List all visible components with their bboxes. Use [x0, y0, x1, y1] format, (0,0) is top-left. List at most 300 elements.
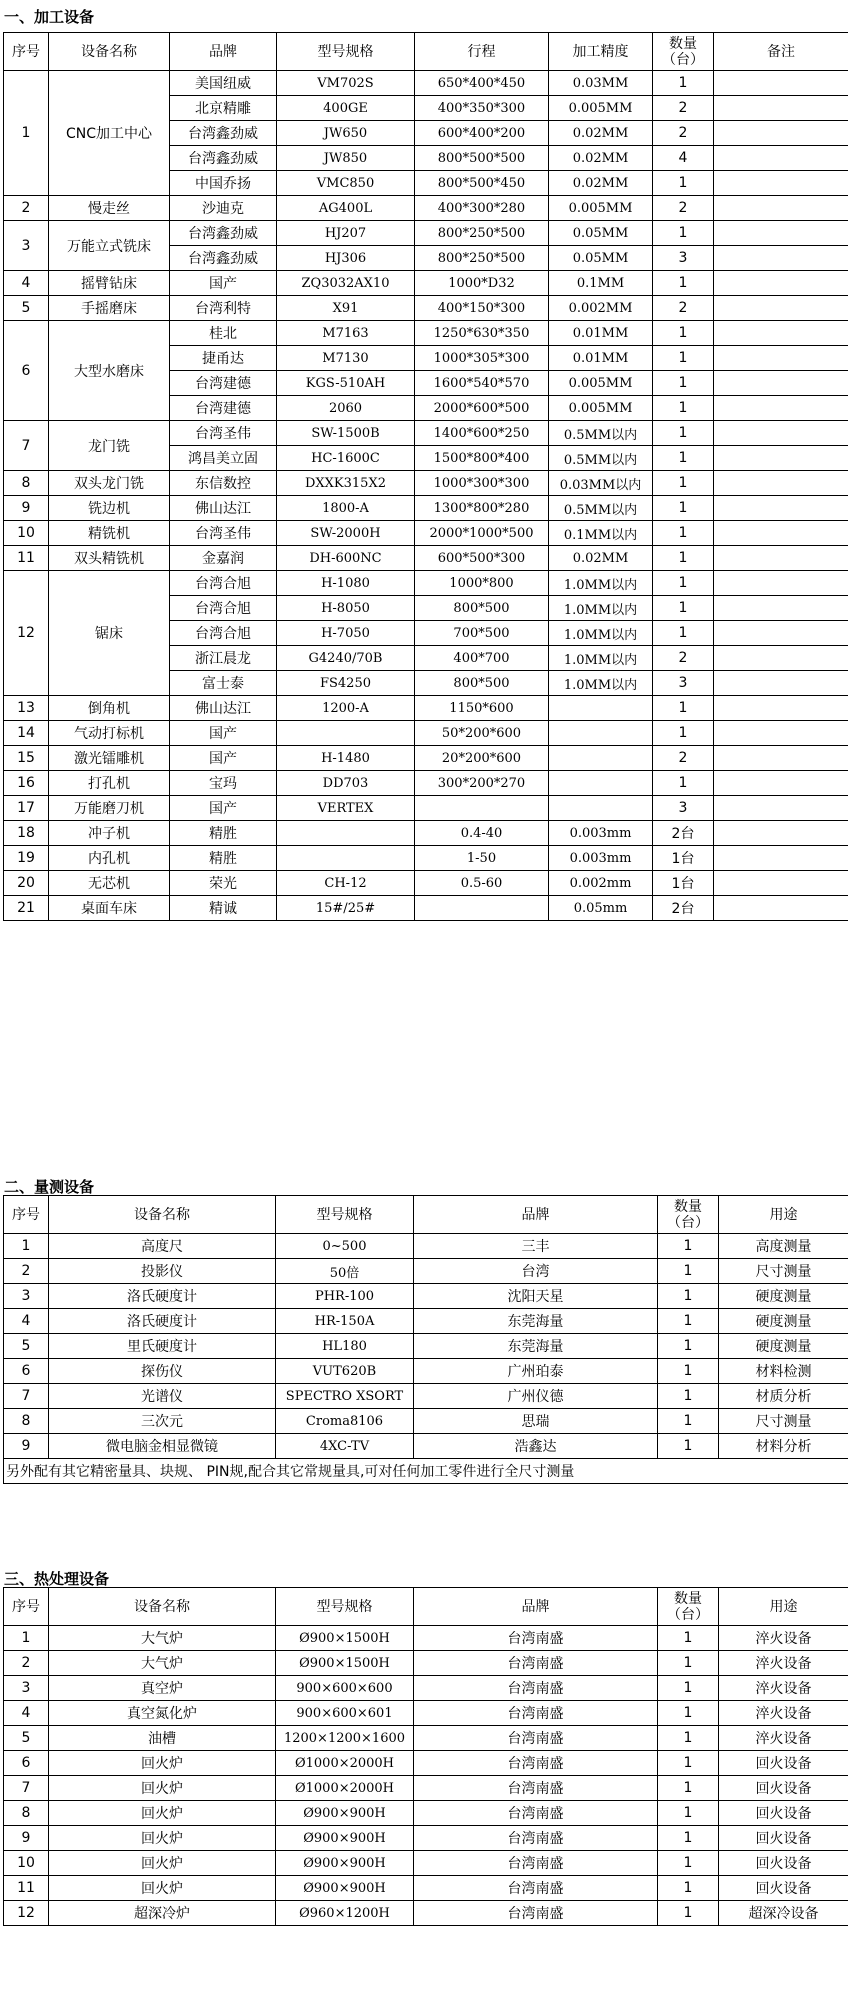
precision-cell: 0.03MM以内 — [549, 471, 653, 496]
remark-cell — [714, 496, 848, 521]
stroke-cell: 1000*305*300 — [415, 346, 549, 371]
purpose-cell: 回火设备 — [719, 1826, 848, 1851]
table-row — [4, 1334, 848, 1359]
stroke-cell — [415, 896, 549, 921]
model-cell: JW850 — [277, 146, 415, 171]
model-cell: DD703 — [277, 771, 415, 796]
precision-cell: 0.02MM — [549, 171, 653, 196]
quantity-cell: 1 — [658, 1359, 719, 1384]
quantity-cell: 3 — [653, 671, 714, 696]
column-header: 用途 — [719, 1588, 848, 1626]
quantity-cell: 1 — [658, 1901, 719, 1926]
brand-cell: 鸿昌美立固 — [170, 446, 277, 471]
brand-cell: 台湾 — [414, 1259, 658, 1284]
purpose-cell: 尺寸测量 — [719, 1259, 848, 1284]
quantity-cell: 1 — [658, 1826, 719, 1851]
column-header: 加工精度 — [549, 33, 653, 71]
brand-cell: 台湾建德 — [170, 371, 277, 396]
brand-cell: 浙江晨龙 — [170, 646, 277, 671]
remark-cell — [714, 746, 848, 771]
quantity-cell: 1 — [653, 171, 714, 196]
purpose-cell: 回火设备 — [719, 1801, 848, 1826]
row-number: 17 — [4, 796, 49, 821]
row-number-cell: 11 — [4, 1876, 49, 1901]
precision-cell: 0.005MM — [549, 371, 653, 396]
purpose-cell: 淬火设备 — [719, 1726, 848, 1751]
section-title-heat-treatment: 三、热处理设备 — [4, 1570, 110, 1588]
purpose-cell: 回火设备 — [719, 1876, 848, 1901]
quantity-cell: 1 — [653, 71, 714, 96]
brand-cell: 精诚 — [170, 896, 277, 921]
brand-cell: 国产 — [170, 721, 277, 746]
brand-cell: 桂北 — [170, 321, 277, 346]
precision-cell: 1.0MM以内 — [549, 621, 653, 646]
precision-cell: 0.02MM — [549, 146, 653, 171]
equipment-name: 手摇磨床 — [49, 296, 170, 321]
model-cell: Ø900×1500H — [276, 1626, 414, 1651]
quantity-cell: 1 — [653, 446, 714, 471]
row-number-cell: 3 — [4, 1284, 49, 1309]
row-number-cell: 7 — [4, 1776, 49, 1801]
equipment-name: 万能立式铣床 — [49, 221, 170, 271]
remark-cell — [714, 171, 848, 196]
equipment-name-cell: 里氏硬度计 — [49, 1334, 276, 1359]
remark-cell — [714, 771, 848, 796]
model-cell: HJ207 — [277, 221, 415, 246]
quantity-cell: 1 — [653, 471, 714, 496]
brand-cell: 富士泰 — [170, 671, 277, 696]
table-row — [4, 1384, 848, 1409]
precision-cell: 0.003mm — [549, 846, 653, 871]
brand-cell: 台湾南盛 — [414, 1851, 658, 1876]
stroke-cell: 20*200*600 — [415, 746, 549, 771]
equipment-name: 慢走丝 — [49, 196, 170, 221]
model-cell: VUT620B — [276, 1359, 414, 1384]
quantity-cell: 2 — [653, 646, 714, 671]
stroke-cell: 1300*800*280 — [415, 496, 549, 521]
equipment-name: CNC加工中心 — [49, 71, 170, 196]
column-header: 型号规格 — [276, 1588, 414, 1626]
equipment-name-cell: 大气炉 — [49, 1626, 276, 1651]
equipment-name-cell: 油槽 — [49, 1726, 276, 1751]
remark-cell — [714, 396, 848, 421]
model-cell: Ø900×1500H — [276, 1651, 414, 1676]
brand-cell: 台湾圣伟 — [170, 421, 277, 446]
brand-cell: 中国乔扬 — [170, 171, 277, 196]
table-row — [4, 821, 848, 846]
column-header: 品牌 — [414, 1588, 658, 1626]
table-row — [4, 1851, 848, 1876]
stroke-cell: 400*350*300 — [415, 96, 549, 121]
row-number: 19 — [4, 846, 49, 871]
table-row — [4, 1776, 848, 1801]
stroke-cell: 50*200*600 — [415, 721, 549, 746]
equipment-name: 无芯机 — [49, 871, 170, 896]
table-row — [4, 546, 848, 571]
quantity-cell: 1 — [658, 1801, 719, 1826]
stroke-cell: 800*500 — [415, 596, 549, 621]
model-cell: 50倍 — [276, 1259, 414, 1284]
equipment-name-cell: 高度尺 — [49, 1234, 276, 1259]
quantity-cell: 1 — [653, 571, 714, 596]
model-cell: CH-12 — [277, 871, 415, 896]
model-cell: SPECTRO XSORT — [276, 1384, 414, 1409]
model-cell: 15#/25# — [277, 896, 415, 921]
model-cell: JW650 — [277, 121, 415, 146]
row-number-cell: 6 — [4, 1751, 49, 1776]
quantity-cell: 1 — [653, 771, 714, 796]
purpose-cell: 淬火设备 — [719, 1626, 848, 1651]
remark-cell — [714, 696, 848, 721]
purpose-cell: 硬度测量 — [719, 1309, 848, 1334]
column-header: 用途 — [719, 1196, 848, 1234]
stroke-cell: 2000*600*500 — [415, 396, 549, 421]
table-row — [4, 1284, 848, 1309]
remark-cell — [714, 571, 848, 596]
quantity-cell: 3 — [653, 246, 714, 271]
purpose-cell: 淬火设备 — [719, 1701, 848, 1726]
equipment-name-cell: 回火炉 — [49, 1801, 276, 1826]
table-row — [4, 1359, 848, 1384]
table-row — [4, 696, 848, 721]
model-cell: 1200-A — [277, 696, 415, 721]
quantity-cell: 2 — [653, 746, 714, 771]
quantity-cell: 1 — [658, 1434, 719, 1459]
brand-cell: 台湾南盛 — [414, 1726, 658, 1751]
quantity-cell: 1 — [658, 1259, 719, 1284]
model-cell: Ø1000×2000H — [276, 1751, 414, 1776]
table-note: 另外配有其它精密量具、块规、 PIN规,配合其它常规量具,可对任何加工零件进行全尺寸测量 — [4, 1459, 848, 1484]
table-row — [4, 746, 848, 771]
model-cell: VMC850 — [277, 171, 415, 196]
table-row — [4, 721, 848, 746]
table-row — [4, 296, 848, 321]
column-header: 序号 — [4, 1196, 49, 1234]
model-cell: Ø900×900H — [276, 1801, 414, 1826]
model-cell: 400GE — [277, 96, 415, 121]
precision-cell — [549, 796, 653, 821]
stroke-cell: 800*500 — [415, 671, 549, 696]
quantity-cell: 2台 — [653, 821, 714, 846]
quantity-cell: 1 — [653, 696, 714, 721]
remark-cell — [714, 546, 848, 571]
equipment-name-cell: 回火炉 — [49, 1876, 276, 1901]
model-cell: AG400L — [277, 196, 415, 221]
model-cell: M7130 — [277, 346, 415, 371]
precision-cell: 0.003mm — [549, 821, 653, 846]
stroke-cell: 650*400*450 — [415, 71, 549, 96]
equipment-name-cell: 大气炉 — [49, 1651, 276, 1676]
brand-cell: 国产 — [170, 271, 277, 296]
stroke-cell — [415, 796, 549, 821]
stroke-cell: 400*150*300 — [415, 296, 549, 321]
purpose-cell: 超深冷设备 — [719, 1901, 848, 1926]
row-number-cell: 8 — [4, 1801, 49, 1826]
model-cell: VM702S — [277, 71, 415, 96]
precision-cell: 0.1MM — [549, 271, 653, 296]
equipment-name: 气动打标机 — [49, 721, 170, 746]
brand-cell: 宝玛 — [170, 771, 277, 796]
equipment-name: 铣边机 — [49, 496, 170, 521]
stroke-cell: 1250*630*350 — [415, 321, 549, 346]
table-row — [4, 1701, 848, 1726]
stroke-cell: 400*300*280 — [415, 196, 549, 221]
column-header: 备注 — [714, 33, 848, 71]
row-number-cell: 5 — [4, 1334, 49, 1359]
column-header: 数量 （台） — [653, 33, 714, 71]
precision-cell: 0.005MM — [549, 396, 653, 421]
quantity-cell: 1 — [658, 1726, 719, 1751]
table-row — [4, 1626, 848, 1651]
brand-cell: 台湾南盛 — [414, 1901, 658, 1926]
model-cell: HJ306 — [277, 246, 415, 271]
quantity-cell: 1 — [653, 721, 714, 746]
row-number-cell: 2 — [4, 1259, 49, 1284]
remark-cell — [714, 371, 848, 396]
equipment-name: 打孔机 — [49, 771, 170, 796]
row-number: 20 — [4, 871, 49, 896]
equipment-name: 激光镭雕机 — [49, 746, 170, 771]
brand-cell: 沙迪克 — [170, 196, 277, 221]
stroke-cell: 1600*540*570 — [415, 371, 549, 396]
quantity-cell: 2 — [653, 196, 714, 221]
remark-cell — [714, 721, 848, 746]
model-cell: Ø900×900H — [276, 1876, 414, 1901]
column-header: 数量 （台） — [658, 1196, 719, 1234]
model-cell: HC-1600C — [277, 446, 415, 471]
model-cell: SW-2000H — [277, 521, 415, 546]
heat-treatment-equipment-table — [3, 1587, 848, 1926]
table-row — [4, 1259, 848, 1284]
model-cell — [277, 821, 415, 846]
precision-cell: 0.05mm — [549, 896, 653, 921]
brand-cell: 浩鑫达 — [414, 1434, 658, 1459]
machining-equipment-table — [3, 32, 848, 921]
table-row — [4, 496, 848, 521]
stroke-cell: 1150*600 — [415, 696, 549, 721]
precision-cell — [549, 696, 653, 721]
model-cell: H-1480 — [277, 746, 415, 771]
stroke-cell: 1500*800*400 — [415, 446, 549, 471]
brand-cell: 台湾利特 — [170, 296, 277, 321]
precision-cell: 1.0MM以内 — [549, 596, 653, 621]
quantity-cell: 1 — [653, 496, 714, 521]
row-number-cell: 12 — [4, 1901, 49, 1926]
remark-cell — [714, 271, 848, 296]
row-number: 4 — [4, 271, 49, 296]
row-number: 2 — [4, 196, 49, 221]
model-cell — [277, 846, 415, 871]
table-row — [4, 1409, 848, 1434]
stroke-cell: 700*500 — [415, 621, 549, 646]
brand-cell: 台湾鑫劲威 — [170, 121, 277, 146]
column-header: 行程 — [415, 33, 549, 71]
brand-cell: 台湾合旭 — [170, 571, 277, 596]
quantity-cell: 2 — [653, 121, 714, 146]
model-cell: Ø960×1200H — [276, 1901, 414, 1926]
purpose-cell: 淬火设备 — [719, 1651, 848, 1676]
column-header: 数量 （台） — [658, 1588, 719, 1626]
equipment-name-cell: 微电脑金相显微镜 — [49, 1434, 276, 1459]
brand-cell: 精胜 — [170, 821, 277, 846]
equipment-name: 精铣机 — [49, 521, 170, 546]
row-number-cell: 7 — [4, 1384, 49, 1409]
brand-cell: 台湾南盛 — [414, 1651, 658, 1676]
precision-cell: 1.0MM以内 — [549, 646, 653, 671]
brand-cell: 台湾南盛 — [414, 1751, 658, 1776]
table-row — [4, 521, 848, 546]
quantity-cell: 2台 — [653, 896, 714, 921]
quantity-cell: 1 — [658, 1701, 719, 1726]
brand-cell: 台湾合旭 — [170, 596, 277, 621]
quantity-cell: 1 — [658, 1234, 719, 1259]
remark-cell — [714, 446, 848, 471]
model-cell: ZQ3032AX10 — [277, 271, 415, 296]
column-header: 型号规格 — [276, 1196, 414, 1234]
model-cell: M7163 — [277, 321, 415, 346]
section-title-measuring: 二、量测设备 — [4, 1178, 95, 1196]
table-row — [4, 1434, 848, 1459]
purpose-cell: 尺寸测量 — [719, 1409, 848, 1434]
precision-cell: 1.0MM以内 — [549, 671, 653, 696]
row-number-cell: 1 — [4, 1626, 49, 1651]
quantity-cell: 1 — [653, 421, 714, 446]
stroke-cell: 800*500*500 — [415, 146, 549, 171]
row-number: 15 — [4, 746, 49, 771]
model-cell: G4240/70B — [277, 646, 415, 671]
brand-cell: 东莞海量 — [414, 1309, 658, 1334]
quantity-cell: 1 — [658, 1409, 719, 1434]
quantity-cell: 1 — [653, 521, 714, 546]
stroke-cell: 1400*600*250 — [415, 421, 549, 446]
table-row — [4, 421, 848, 446]
precision-cell: 0.002mm — [549, 871, 653, 896]
column-header: 设备名称 — [49, 1588, 276, 1626]
row-number-cell: 1 — [4, 1234, 49, 1259]
model-cell: DXXK315X2 — [277, 471, 415, 496]
remark-cell — [714, 321, 848, 346]
row-number: 7 — [4, 421, 49, 471]
precision-cell: 0.5MM以内 — [549, 496, 653, 521]
equipment-name-cell: 回火炉 — [49, 1751, 276, 1776]
equipment-name-cell: 投影仪 — [49, 1259, 276, 1284]
brand-cell: 台湾南盛 — [414, 1626, 658, 1651]
remark-cell — [714, 296, 848, 321]
brand-cell: 广州仪德 — [414, 1384, 658, 1409]
brand-cell: 台湾南盛 — [414, 1826, 658, 1851]
brand-cell: 荣光 — [170, 871, 277, 896]
model-cell: 4XC-TV — [276, 1434, 414, 1459]
equipment-name-cell: 三次元 — [49, 1409, 276, 1434]
quantity-cell: 1 — [658, 1309, 719, 1334]
table-row — [4, 846, 848, 871]
row-number: 18 — [4, 821, 49, 846]
remark-cell — [714, 821, 848, 846]
model-cell: Croma8106 — [276, 1409, 414, 1434]
equipment-name: 万能磨刀机 — [49, 796, 170, 821]
precision-cell — [549, 721, 653, 746]
table-row — [4, 1751, 848, 1776]
quantity-cell: 1 — [658, 1384, 719, 1409]
purpose-cell: 材料检测 — [719, 1359, 848, 1384]
remark-cell — [714, 896, 848, 921]
stroke-cell: 1000*300*300 — [415, 471, 549, 496]
remark-cell — [714, 646, 848, 671]
quantity-cell: 2 — [653, 296, 714, 321]
model-cell: 900×600×600 — [276, 1676, 414, 1701]
brand-cell: 思瑞 — [414, 1409, 658, 1434]
row-number: 14 — [4, 721, 49, 746]
row-number: 13 — [4, 696, 49, 721]
brand-cell: 美国纽威 — [170, 71, 277, 96]
equipment-name-cell: 回火炉 — [49, 1776, 276, 1801]
model-cell: H-1080 — [277, 571, 415, 596]
quantity-cell: 1 — [658, 1776, 719, 1801]
precision-cell: 0.02MM — [549, 546, 653, 571]
row-number-cell: 2 — [4, 1651, 49, 1676]
precision-cell: 0.005MM — [549, 96, 653, 121]
equipment-name-cell: 洛氏硬度计 — [49, 1309, 276, 1334]
quantity-cell: 1 — [653, 346, 714, 371]
row-number-cell: 10 — [4, 1851, 49, 1876]
brand-cell: 金嘉润 — [170, 546, 277, 571]
purpose-cell: 材质分析 — [719, 1384, 848, 1409]
quantity-cell: 1 — [653, 271, 714, 296]
purpose-cell: 回火设备 — [719, 1851, 848, 1876]
remark-cell — [714, 421, 848, 446]
row-number-cell: 4 — [4, 1309, 49, 1334]
row-number: 16 — [4, 771, 49, 796]
table-row — [4, 321, 848, 346]
precision-cell: 0.02MM — [549, 121, 653, 146]
quantity-cell: 1 — [658, 1334, 719, 1359]
equipment-name-cell: 回火炉 — [49, 1851, 276, 1876]
row-number-cell: 9 — [4, 1434, 49, 1459]
model-cell: H-7050 — [277, 621, 415, 646]
table-row — [4, 71, 848, 96]
stroke-cell: 1000*800 — [415, 571, 549, 596]
purpose-cell: 硬度测量 — [719, 1334, 848, 1359]
stroke-cell: 600*400*200 — [415, 121, 549, 146]
remark-cell — [714, 346, 848, 371]
stroke-cell: 300*200*270 — [415, 771, 549, 796]
remark-cell — [714, 96, 848, 121]
quantity-cell: 1 — [658, 1284, 719, 1309]
brand-cell: 台湾南盛 — [414, 1776, 658, 1801]
stroke-cell: 800*250*500 — [415, 246, 549, 271]
section-title-machining: 一、加工设备 — [4, 8, 95, 26]
quantity-cell: 1 — [653, 371, 714, 396]
remark-cell — [714, 471, 848, 496]
model-cell: SW-1500B — [277, 421, 415, 446]
table-row — [4, 796, 848, 821]
equipment-name-cell: 超深冷炉 — [49, 1901, 276, 1926]
row-number-cell: 9 — [4, 1826, 49, 1851]
row-number-cell: 3 — [4, 1676, 49, 1701]
table-row — [4, 1676, 848, 1701]
stroke-cell: 1000*D32 — [415, 271, 549, 296]
brand-cell: 台湾合旭 — [170, 621, 277, 646]
row-number: 11 — [4, 546, 49, 571]
model-cell: FS4250 — [277, 671, 415, 696]
equipment-name: 摇臂钻床 — [49, 271, 170, 296]
purpose-cell: 高度测量 — [719, 1234, 848, 1259]
model-cell: Ø1000×2000H — [276, 1776, 414, 1801]
model-cell: VERTEX — [277, 796, 415, 821]
precision-cell — [549, 771, 653, 796]
model-cell: Ø900×900H — [276, 1826, 414, 1851]
brand-cell: 台湾建德 — [170, 396, 277, 421]
